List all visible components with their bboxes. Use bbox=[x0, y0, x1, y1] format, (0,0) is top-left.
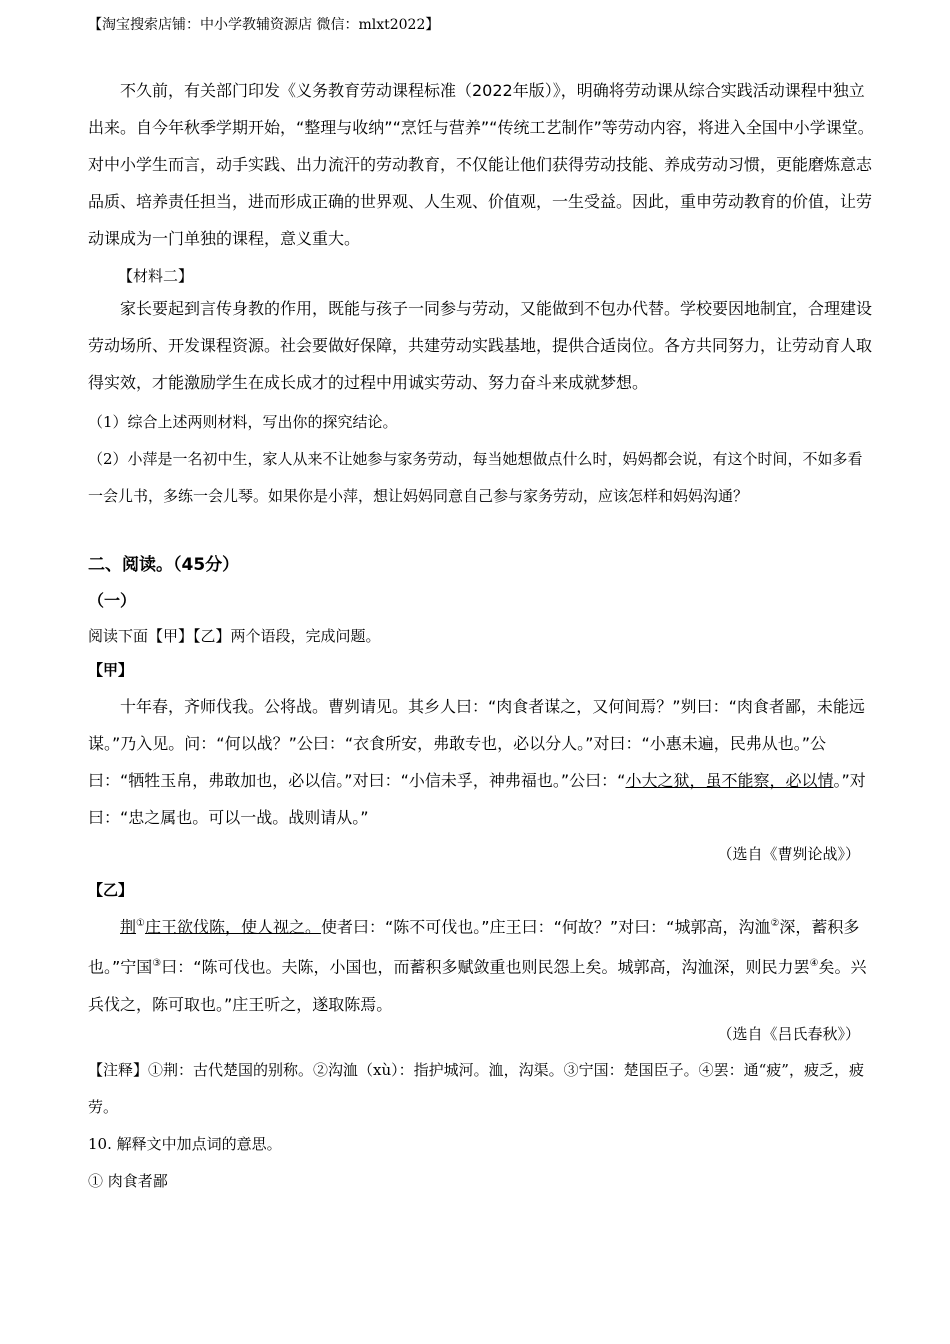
note-marker-4: ④ bbox=[809, 958, 819, 970]
question-1: （1）综合上述两则材料，写出你的探究结论。 bbox=[88, 413, 398, 431]
section-two bbox=[88, 550, 874, 684]
note-marker-3: ③ bbox=[152, 958, 162, 970]
material-two-label: 【材料二】 bbox=[118, 267, 194, 285]
question-10: 10. 解释文中加点词的意思。 bbox=[88, 1135, 282, 1153]
section-two-heading: 二、阅读。（45分） bbox=[88, 555, 240, 575]
material-one-paragraph: 不久前，有关部门印发《义务教育劳动课程标准（2022年版）》，明确将劳动课从综合实践活动课程中独立出来。自今年秋季学期开始，“整理与收纳”“烹饪与营养”“传统工艺制作”等劳动内容，将进入全国中小学课堂。对中小学生而言，动手实践、出力流汗的劳动教育，不仅能让他们获得劳动技能、养成劳动习惯，更能磨炼意志品质、培养责任担当，进而形成正确的世界观、人生观、价值观，一生受益。因此，重申劳动教育的价值，让劳动课成为一门单独的课程，意义重大。 bbox=[88, 81, 874, 248]
yi-text-3: 曰：“陈可伐也。夫陈，小国也，而蓄积多赋敛重也则民怨上矣。城郭高，沟洫深，则民力罢 bbox=[161, 957, 810, 977]
material-two-paragraph: 家长要起到言传身教的作用，既能与孩子一同参与劳动，又能做到不包办代替。学校要因地制宜，合理建设劳动场所、开发课程资源。社会要做好保障，共建劳动实践基地，提供合适岗位。各方共同努力，让劳动育人取得实效，才能激励学生在成长成才的过程中用诚实劳动、努力奋斗来成就梦想。 bbox=[88, 299, 873, 392]
annotation-block bbox=[88, 1052, 874, 1126]
page-header: 【淘宝搜索店铺：中小学教辅资源店 微信：mlxt2022】 bbox=[88, 17, 440, 33]
annotation: 【注释】①荆：古代楚国的别称。②沟洫（xù）：指护城河。洫，沟渠。③宁国：楚国臣子。④罢：通“疲”，疲乏，疲劳。 bbox=[88, 1061, 864, 1116]
jia-text-1: 十年春，齐师伐我。公将战。曹刿请见。其乡人曰：“肉食者谋之，又何间焉？”刿曰：“肉食者鄙，未能远谋。”乃入见。问：“何以战？”公曰：“衣食所安，弗敢专也，必以分人。”对曰：“小惠未遍，民弗从也。”公曰：“牺牲玉帛，弗敢加也，必以信。”对曰：“小信未孚，神弗福也。”公曰：“ bbox=[88, 697, 865, 790]
material-two bbox=[88, 262, 874, 401]
yi-label: 【乙】 bbox=[88, 881, 134, 899]
jia-label: 【甲】 bbox=[88, 661, 134, 679]
yi-passage bbox=[88, 905, 874, 1023]
yi-label-block bbox=[88, 876, 874, 904]
yi-text-4: 矣。兴兵伐之，陈可取也。”庄王听之，遂取陈焉。 bbox=[88, 957, 867, 1014]
yi-text-1: 使者曰：“陈不可伐也。”庄王曰：“何故？”对曰：“城郭高，沟洫 bbox=[321, 917, 771, 937]
question-2: （2）小萍是一名初中生，家人从来不让她参与家务劳动，每当她想做点什么时，妈妈都会说，有这个时间，不如多看一会儿书，多练一会儿琴。如果你是小萍，想让妈妈同意自己参与家务劳动，应该怎样和妈妈沟通？ bbox=[88, 450, 863, 505]
yi-underlined-1: 荆 bbox=[120, 917, 137, 937]
jia-passage bbox=[88, 688, 874, 836]
question-10-item-1: ① 肉食者鄙 bbox=[88, 1172, 168, 1190]
questions-block bbox=[88, 404, 874, 515]
yi-source: （选自《吕氏春秋》） bbox=[717, 1025, 860, 1043]
reading-instruction: 阅读下面【甲】【乙】两个语段，完成问题。 bbox=[88, 627, 381, 645]
jia-underlined: 小大之狱，虽不能察，必以情 bbox=[625, 771, 834, 790]
part-one-label: （一） bbox=[88, 591, 137, 610]
note-marker-1: ① bbox=[136, 918, 145, 929]
jia-source: （选自《曹刿论战》） bbox=[717, 845, 860, 863]
jia-source-block bbox=[88, 840, 874, 868]
jia-paragraph bbox=[88, 688, 874, 836]
yi-source-block bbox=[88, 1020, 874, 1048]
jia-text-2: 。”对曰：“忠之属也。可以一战。战则请从。” bbox=[88, 771, 866, 827]
material-one bbox=[88, 72, 874, 257]
question-10-block bbox=[88, 1126, 874, 1200]
yi-text-2: 深，蓄积多也。”宁国 bbox=[88, 917, 860, 977]
yi-paragraph bbox=[88, 905, 874, 1023]
yi-underlined-2: 庄王欲伐陈，使人视之。 bbox=[144, 917, 321, 937]
note-marker-2: ② bbox=[770, 918, 780, 929]
